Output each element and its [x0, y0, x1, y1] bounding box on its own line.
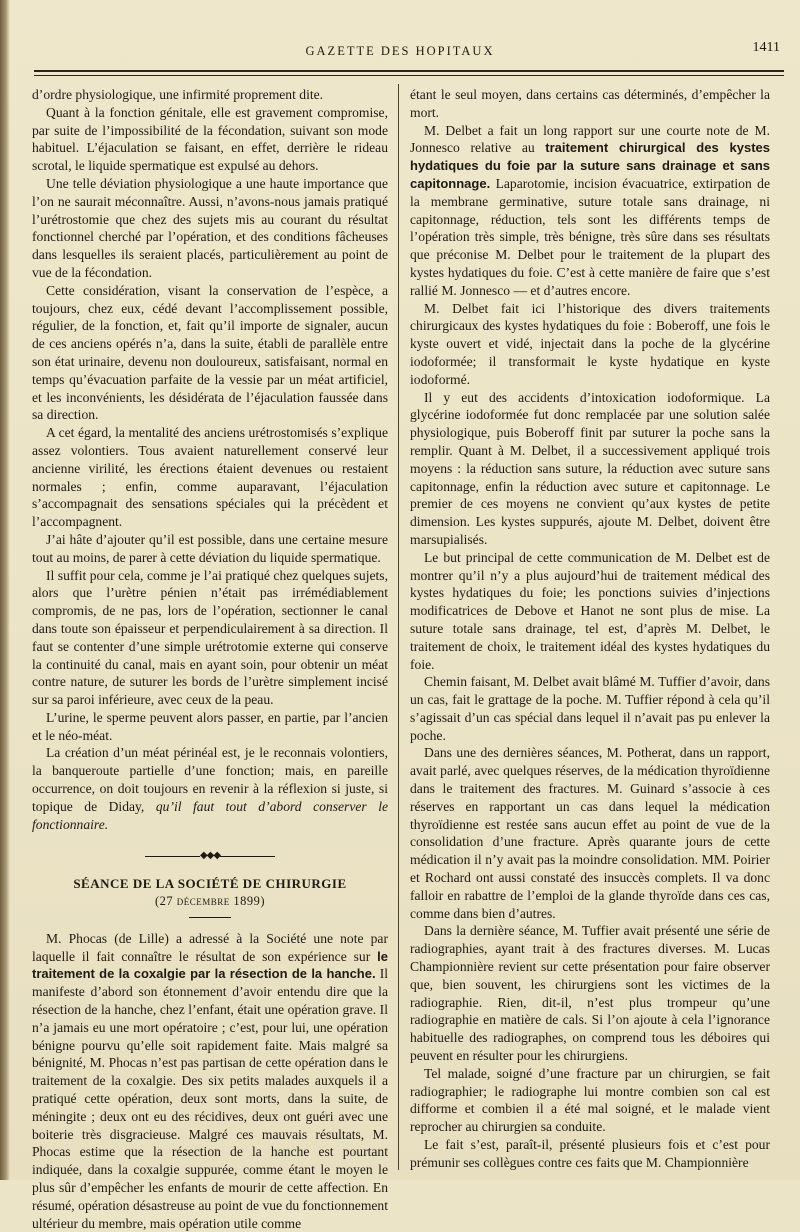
paragraph-phocas: M. Phocas (de Lille) a adressé à la Société une note par laquelle il fait connaître le résultat de son expérience sur le traitement de la coxalgie par la résection de la hanche. Il manifeste d’abord son étonnement d’avoir entendu dire que la résection de la hanche, chez l’enfant, était une opération grave. Il n’a jamais eu une mort opératoire ; c’est, pour lui, une opération bénigne pourvu qu’elle soit rapidement faite. Mais malgré sa bénignité, M. Phocas n’est pas partisan de cette opération dans le traitement de la coxalgie. Des six petits malades auxquels il a pratiqué cette opération, deux sont morts, dans la suite, de méningite ; deux ont eu des récidives, deux ont guéri avec une boiterie très disgracieuse. Malgré ces mauvais résultats, M. Phocas estime que la résection de la hanche est pourtant indiquée, dans la coxalgie suppurée, comme étant le moyen le plus sûr d’empêcher les enfants de mourir de cette affection. En résumé, opération désastreuse au point de vue du fonctionnement ultérieur du membre, mais opération utile comme: [32, 930, 388, 1231]
paragraph: M. Delbet fait ici l’historique des divers traitements chirurgicaux des kystes hydatiques du foie : Boberoff, une fois le kyste ouvert et vidé, injectait dans la poche de la glycérine iodoformée; il transformait le kyste hydatique en kyste iodoformé.: [410, 300, 770, 387]
paragraph: Quant à la fonction génitale, elle est gravement compromise, par suite de l’impossibilité de la fécondation, suivant son mode habituel. L’éjaculation se faisant, en effet, derrière le rideau scrotal, le liquide spermatique est expulsé au dehors.: [32, 104, 388, 174]
column-divider: [398, 84, 399, 1170]
paragraph: Le but principal de cette communication de M. Delbet est de montrer qu’il n’y a plus aujourd’hui de traitement médical des kystes hydatiques du foie; les ponctions suivies d’injections modificatrices de Debove et Hanot ne sont plus de mise. La suture totale sans drainage, tel est, d’après M. Delbet, le traitement de choix, le traitement idéal des kystes hydatiques du foie.: [410, 549, 770, 672]
paragraph: Dans une des dernières séances, M. Potherat, dans un rapport, avait parlé, avec quelques réserves, de la médication thyroïdienne dans le traitement des fractures. M. Guinard s’associe à ces réserves en rapportant un cas dans lequel la médication thyroïdienne est restée sans aucun effet au point de vue de la consolidation d’une fracture. Après quarante jours de cette médication il n’y avait pas la moindre consolidation. MM. Poirier et Rochard ont aussi constaté des insuccès complets. Il va donc falloir en rabattre de l’emploi de la glande thyroïde dans ces cas, comme dans bien d’autres.: [410, 745, 770, 921]
paragraph: étant le seul moyen, dans certains cas déterminés, d’empêcher la mort.: [410, 87, 770, 120]
paragraph: Dans la dernière séance, M. Tuffier avait présenté une série de radiographies, ayant trait à des fractures diverses. M. Lucas Championnière revient sur cette présentation pour faire observer que, bien souvent, les chirurgiens sont les victimes de la radiographie. Rien, dit-il, n’est plus trompeur qu’une radiographie en matière de cals. Si l’on ajoute à cela l’ignorance habituelle des radiographes, on comprend tous les déboires qui peuvent en résulter pour les chirurgiens.: [410, 923, 770, 1064]
diday-text: La création d’un méat périnéal est, je le reconnais volontiers, la banqueroute partielle d’une fonction; mais, en pareille occurrence, on doit toujours en revenir à la réflexion si juste, si topique de Diday,: [32, 745, 388, 814]
right-column: [410, 86, 770, 1172]
paragraph: d’ordre physiologique, une infirmité proprement dite.: [32, 87, 324, 102]
left-column: [32, 86, 388, 1232]
paragraph: Une telle déviation physiologique a une haute importance que l’on ne saurait méconnaître. Aussi, n’avons-nous jamais pratiqué l’urétrostomie que chez des sujets mis au courant du résultat fonctionnel cherché par l’opération, et des conditions fâcheuses dans lesquelles ils seraient placés, particulièrement au point de vue de la fécondation.: [32, 175, 388, 280]
paragraph: Il suffit pour cela, comme je l’ai pratiqué chez quelques sujets, alors que l’urètre pénien n’était pas irrémédiablement compromis, de ne pas, lors de l’opération, sectionner le canal dans toute son épaisseur et perpendiculairement à sa direction. Il faut se contenter d’une simple urétrotomie externe qui conserve la continuité du canal, mais en ayant soin, pour obtenir un méat contre nature, de suturer les bords de l’urètre simplement incisé sur sa paroi inférieure, avec ceux de la peau.: [32, 567, 388, 708]
paragraph-diday: [32, 744, 388, 833]
delbet-topic: traitement chirurgical des kystes hydatiques du foie par la suture sans drainage et sans capitonnage.: [410, 140, 770, 191]
page-number: 1411: [752, 40, 780, 55]
separator-ornament: ◆◆◆: [32, 847, 388, 865]
phocas-topic: le traitement de la coxalgie par la résection de la hanche.: [32, 948, 388, 982]
section-date: (27 décembre 1899): [154, 894, 266, 909]
paragraph: Chemin faisant, M. Delbet avait blâmé M. Tuffier d’avoir, dans un cas, fait le grattage de la poche. M. Tuffier répond à cela qu’il s’agissait d’un cas spécial dans lequel il n’avait pas pu enlever la poche.: [410, 674, 770, 743]
paragraph: J’ai hâte d’ajouter qu’il est possible, dans une certaine mesure tout au moins, de parer à cette déviation du liquide spermatique.: [32, 531, 388, 565]
page-binding-edge: [0, 0, 10, 1180]
section-rule: [189, 917, 231, 918]
paragraph: A cet égard, la mentalité des anciens urétrostomisés s’explique assez volontiers. Tous avaient naturellement conservé leur ancienne virilité, les érections étaient devenues ou restaient normales ; enfin, comme auparavant, l’éjaculation s’accompagnait des sensations spéciales qui la précèdent et l’accompagnent.: [32, 425, 388, 530]
paragraph-delbet: M. Delbet a fait un long rapport sur une courte note de M. Jonnesco relative au traitement chirurgical des kystes hydatiques du foie par la suture sans drainage et sans capitonnage. Laparotomie, incision évacuatrice, extirpation de la membrane germinative, suture totale sans drainage, ni capitonnage, réduction, tels sont les différents temps de l’opération très simple, très bénigne, très sûre dans ses résultats que préconise M. Delbet pour le traitement de la plupart des kystes hydatiques du foie. C’est à cette manière de faire que s’est rallié M. Jonnesco — et d’autres encore.: [410, 122, 770, 298]
paragraph: L’urine, le sperme peuvent alors passer, en partie, par l’ancien et le néo-méat.: [32, 709, 388, 743]
paragraph: Tel malade, soigné d’une fracture par un chirurgien, se fait radiographier; le radiographe lui montre combien son cal est difforme et combien il a été mal soigné, et le malade vient reprocher au chirurgien sa conduite.: [410, 1065, 770, 1135]
paragraph: Cette considération, visant la conservation de l’espèce, a toujours, chez eux, cédé devant l’accomplissement possible, régulier, de la fonction, et, fait qu’il importe de signaler, aucun de ces anciens opérés n’a, dans la suite, établi de parallèle entre son état urinaire, devenu non douloureux, satisfaisant, normal en temps qu’évacuation parfaite de la vessie par un méat artificiel, et les inconvénients, les désidérata de l’éjaculation faussée dans sa direction.: [32, 282, 388, 423]
diday-quote: qu’il faut tout d’abord conserver le fonctionnaire.: [32, 798, 388, 832]
paragraph: Le fait s’est, paraît-il, présenté plusieurs fois et c’est pour prémunir ses collègues contre ces faits que M. Championnière: [410, 1137, 770, 1170]
header-rule-thin: [34, 75, 784, 76]
paragraph: Il y eut des accidents d’intoxication iodoformique. La glycérine iodoformée fut donc remplacée par une solution salée physiologique, puis Boberoff finit par suturer la poche sans la remplir. Quant à M. Delbet, il a successivement appliqué trois moyens : la réduction sans suture, la réduction avec suture sans capitonnage, enfin la réduction avec suture et capitonnage. Le premier de ces moyens ne convient qu’aux kystes de petite dimension. Les kystes suppurés, ajoute M. Delbet, doivent être marsupialisés.: [410, 389, 770, 547]
journal-title: GAZETTE DES HOPITAUX: [305, 44, 495, 58]
section-title: SÉANCE DE LA SOCIÉTÉ DE CHIRURGIE: [73, 876, 347, 892]
header-rule-thick: [34, 70, 784, 72]
